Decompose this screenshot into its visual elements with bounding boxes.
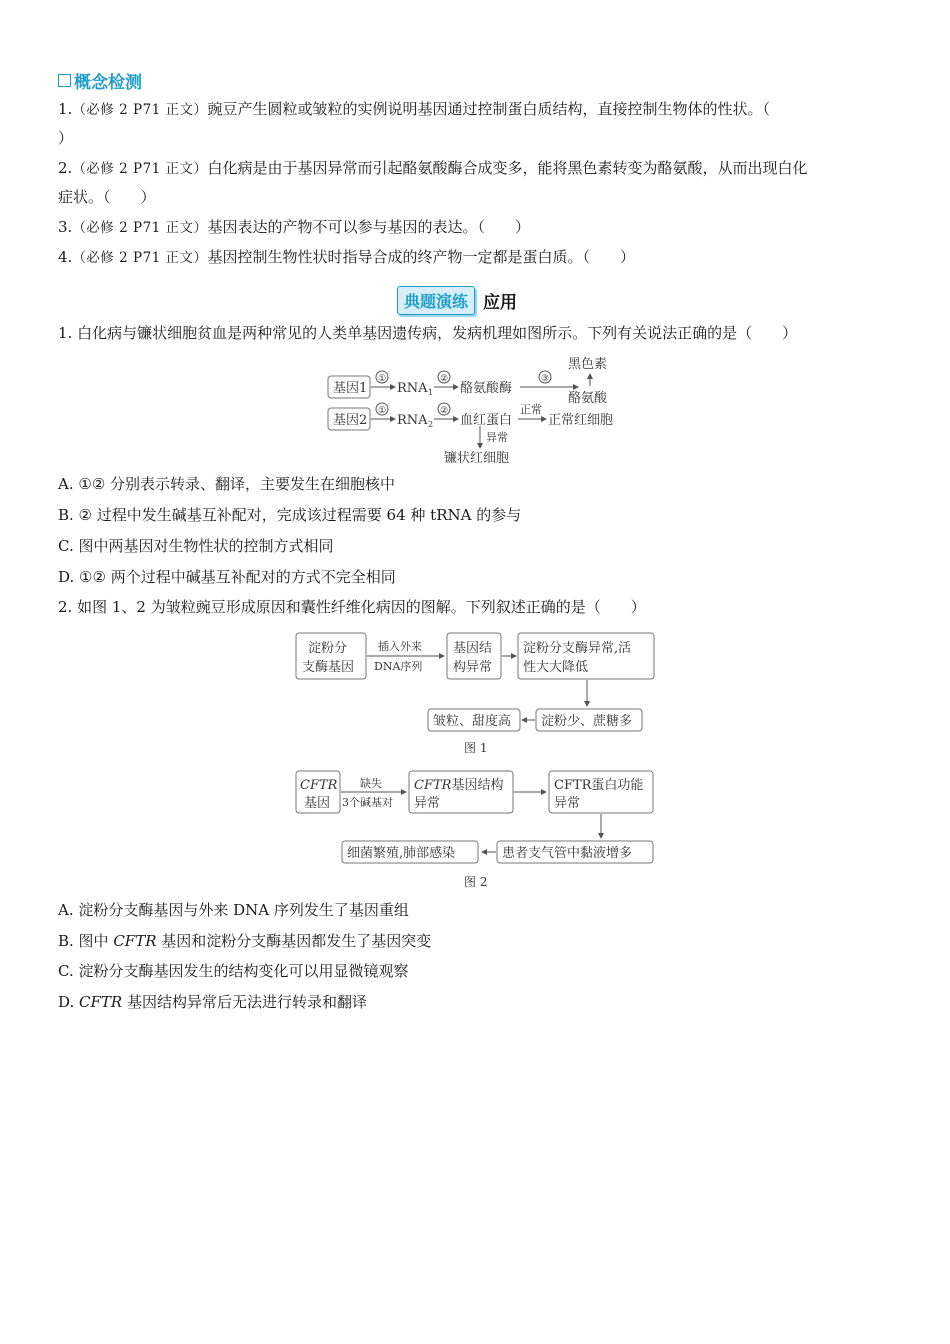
q2-figure-2	[292, 766, 662, 894]
fig1-box3-line1: 淀粉分支酶异常,活	[523, 641, 632, 656]
concept-item-3: 3.（必修 2 P71 正文）基因表达的产物不可以参与基因的表达。（ ）	[58, 218, 531, 236]
rna2-sub: 2	[428, 420, 434, 429]
fig1-box2-line1: 基因结	[453, 641, 493, 656]
fig2-box1-italic: CFTR	[300, 778, 338, 793]
banner-subtitle: 应用	[483, 292, 518, 313]
fig1-box4: 淀粉少、蔗糖多	[541, 714, 633, 729]
checkbox-icon	[58, 74, 71, 87]
rna2-label: RNA	[397, 413, 428, 428]
section-banner	[397, 285, 517, 315]
banner-label: 典题演练	[397, 286, 475, 315]
fig2-arrow1-bottom: 3个碱基对	[342, 796, 393, 809]
step1-label-b: ①	[378, 406, 387, 416]
fig1-box5: 皱粒、甜度高	[433, 714, 512, 729]
normal-label: 正常	[520, 403, 542, 416]
concept-item-1-cont: ）	[58, 129, 74, 147]
q1-option-a: A. ①② 分别表示转录、翻译，主要发生在细胞核中	[58, 475, 396, 493]
fig1-caption: 图 1	[464, 741, 488, 755]
normal-rbc-label: 正常红细胞	[548, 413, 614, 428]
fig2-arrow1-top: 缺失	[360, 777, 382, 790]
section-title	[58, 68, 142, 93]
question-2-stem: 2. 如图 1、2 为皱粒豌豆形成原因和囊性纤维化病因的图解。下列叙述正确的是（ ）	[58, 598, 646, 616]
fig1-arrow1-bottom: DNA序列	[374, 660, 423, 673]
fig1-box2-line2: 构异常	[453, 660, 493, 675]
fig2-caption: 图 2	[464, 875, 488, 889]
step2-label-b: ②	[440, 406, 449, 416]
q1-option-d: D. ①② 两个过程中碱基互补配对的方式不完全相同	[58, 568, 396, 586]
fig1-box1-line1: 淀粉分	[308, 641, 348, 656]
rna1-label: RNA	[397, 381, 428, 396]
concept-item-2-cont: 症状。（ ）	[58, 188, 156, 206]
fig2-box5: 细菌繁殖,肺部感染	[347, 846, 456, 861]
q1-option-c: C. 图中两基因对生物性状的控制方式相同	[58, 537, 334, 555]
rna1-sub: 1	[428, 388, 434, 397]
q2-option-a: A. 淀粉分支酶基因与外来 DNA 序列发生了基因重组	[58, 901, 409, 919]
q1-option-b: B. ② 过程中发生碱基互补配对，完成该过程需要 64 种 tRNA 的参与	[58, 506, 522, 524]
fig1-box3-line2: 性大大降低	[523, 660, 589, 675]
melanin-label: 黑色素	[568, 357, 608, 372]
sickle-rbc-label: 镰状红细胞	[444, 451, 510, 466]
abnormal-label: 异常	[486, 431, 508, 444]
fig1-box1-line2: 支酶基因	[302, 660, 355, 675]
fig2-box3-line1: CFTR蛋白功能	[554, 778, 644, 793]
concept-item-4: 4.（必修 2 P71 正文）基因控制生物性状时指导合成的终产物一定都是蛋白质。（ ）	[58, 248, 636, 266]
q2-option-c: C. 淀粉分支酶基因发生的结构变化可以用显微镜观察	[58, 962, 409, 980]
fig1-arrow1-top: 插入外来	[378, 640, 422, 653]
fig2-box4: 患者支气管中黏液增多	[502, 846, 633, 861]
section-title-text: 概念检测	[74, 73, 142, 93]
step3-label: ③	[541, 374, 550, 384]
q2-option-b: B. 图中 CFTR 基因和淀粉分支酶基因都发生了基因突变	[58, 932, 432, 950]
q2-figure-1	[292, 628, 662, 760]
hemoglobin-label: 血红蛋白	[460, 413, 513, 428]
fig2-box1-rest: 基因	[304, 796, 331, 811]
tyrosine-label: 酪氨酸	[568, 391, 608, 406]
enzyme-label: 酪氨酸酶	[460, 381, 513, 396]
question-1-stem: 1. 白化病与镰状细胞贫血是两种常见的人类单基因遗传病，发病机理如图所示。下列有关说法正确的是（ ）	[58, 324, 798, 342]
concept-item-2: 2.（必修 2 P71 正文）白化病是由于基因异常而引起酪氨酸酶合成变多，能将黑色素转变为酪氨酸，从而出现白化	[58, 159, 808, 177]
q1-diagram	[320, 352, 640, 470]
gene2-label: 基因2	[333, 413, 368, 428]
q2-option-d: D. CFTR 基因结构异常后无法进行转录和翻译	[58, 993, 367, 1011]
fig2-box2-line2: 异常	[414, 796, 441, 811]
gene1-label: 基因1	[333, 381, 368, 396]
fig2-box3-line2: 异常	[554, 796, 581, 811]
concept-item-1: 1.（必修 2 P71 正文）豌豆产生圆粒或皱粒的实例说明基因通过控制蛋白质结构，直接控制生物体的性状。（	[58, 100, 771, 118]
fig2-box2-line1: CFTR基因结构	[414, 778, 504, 793]
step1-label-a: ①	[378, 374, 387, 384]
step2-label-a: ②	[440, 374, 449, 384]
